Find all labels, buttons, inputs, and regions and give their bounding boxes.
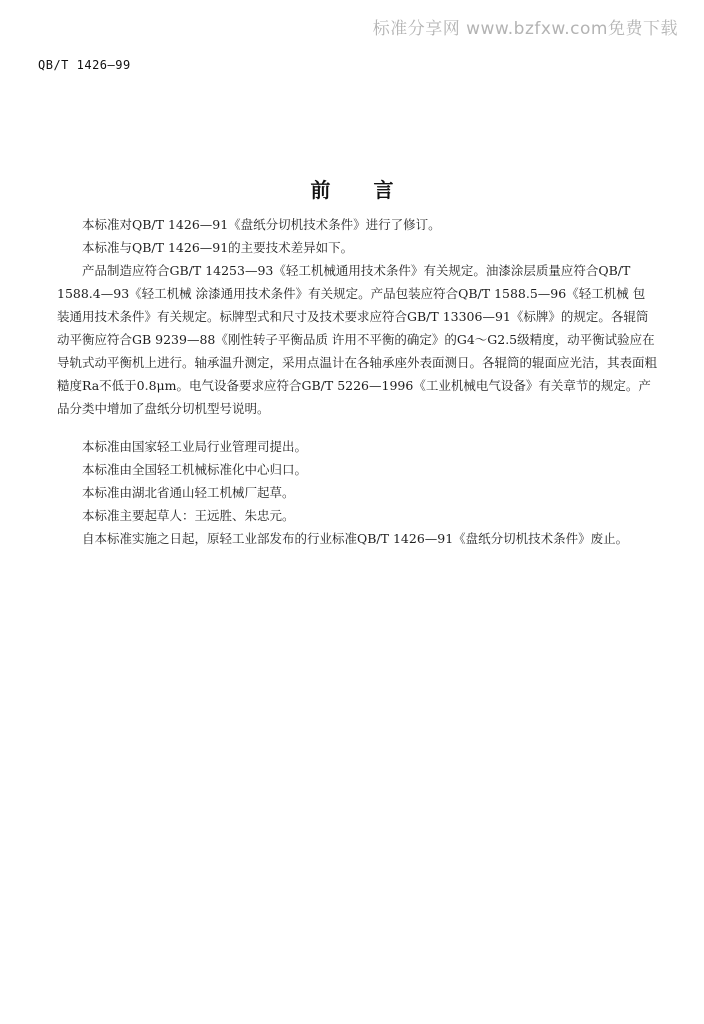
paragraph: 本标准由湖北省通山轻工机械厂起草。 <box>82 485 295 500</box>
paragraph: 本标准由全国轻工机械标准化中心归口。 <box>82 462 308 477</box>
watermark-text: 标准分享网 www.bzfxw.com免费下载 <box>372 19 678 39</box>
page-title: 前 言 <box>310 178 412 202</box>
paragraph: 本标准与QB/T 1426—91的主要技术差异如下。 <box>82 240 354 255</box>
paragraph: 自本标准实施之日起，原轻工业部发布的行业标准QB/T 1426—91《盘纸分切机技术条件》废止。 <box>82 531 629 546</box>
paragraph: 本标准由国家轻工业局行业管理司提出。 <box>82 439 308 454</box>
paragraph: 产品制造应符合GB/T 14253—93《轻工机械通用技术条件》有关规定。油漆涂层质量应符合QB/T 1588.4—93《轻工机械 涂漆通用技术条件》有关规定。产品包装应符合QB/T 1588.5—96《轻工机械 包装通用技术条件》有关规定。标牌型式和尺寸及技术要求应符合GB/T 13306—91《标牌》的规定。各辊筒动平衡应符合GB 9239—88《刚性转子平衡品质 许用不平衡的确定》的G4～G2.5级精度，动平衡试验应在导轨式动平衡机上进行。轴承温升测定，采用点温计在各轴承座外表面测日。各辊筒的辊面应光洁，其表面粗糙度Ra不低于0.8μm。电气设备要求应符合GB/T 5226—1996《工业机械电气设备》有关章节的规定。产品分类中增加了盘纸分切机型号说明。 <box>57 263 658 416</box>
paragraph: 本标准对QB/T 1426—91《盘纸分切机技术条件》进行了修订。 <box>82 217 441 232</box>
paragraph: 本标准主要起草人：王远胜、朱忠元。 <box>82 508 295 523</box>
foreword-section-1 <box>57 213 657 420</box>
foreword-section-2 <box>57 435 657 550</box>
standard-code: QB/T 1426—99 <box>38 58 131 72</box>
